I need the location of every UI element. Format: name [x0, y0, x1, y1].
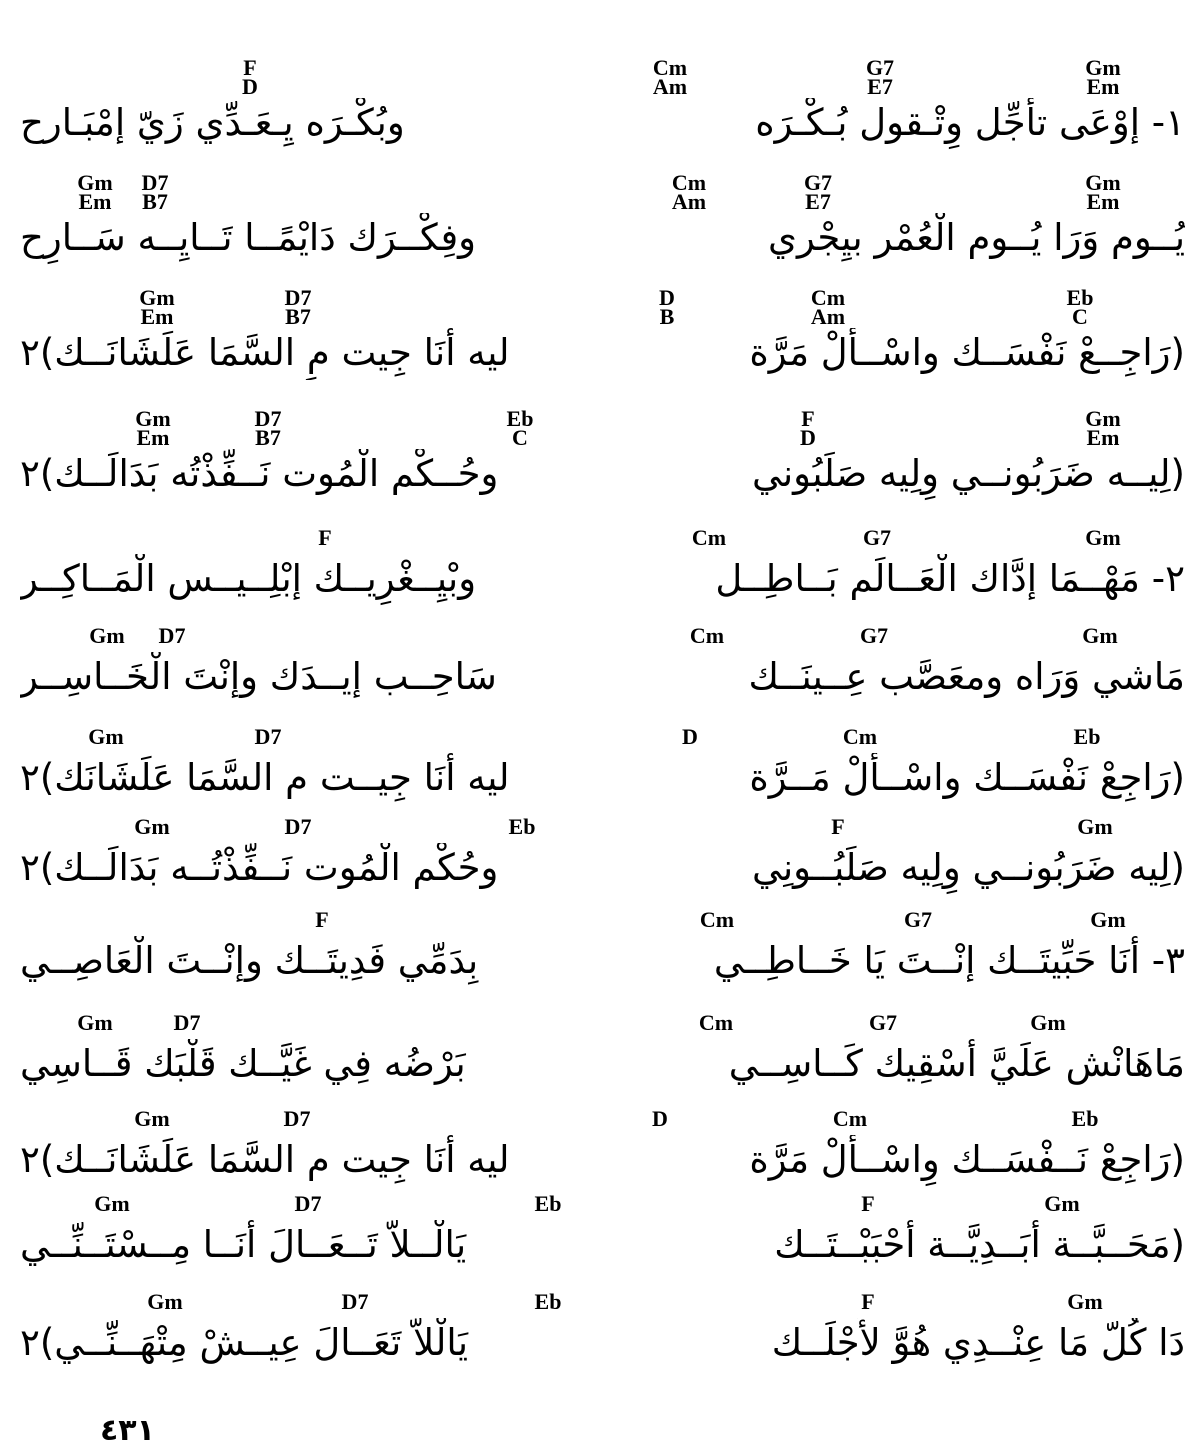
chord-symbol — [508, 814, 536, 839]
chord-name: Cm — [652, 55, 688, 80]
chord-symbol — [1044, 1191, 1080, 1216]
chord-name: F — [801, 406, 815, 431]
chord-name: Cm — [691, 525, 727, 550]
chord-transposed: C — [1072, 304, 1088, 329]
chord-name: D — [652, 1106, 668, 1131]
chord-symbol — [284, 285, 312, 329]
chord-transposed: Em — [78, 189, 112, 214]
chord-symbol — [1073, 724, 1101, 749]
lyric-left: يَالْــلاَّ تَــعَــالَ أَنَــا مِــسْتَــنِّــي — [20, 1223, 467, 1266]
chord-symbol — [139, 285, 175, 329]
chord-symbol — [659, 285, 675, 329]
chord-transposed: D — [242, 74, 258, 99]
chord-name: Gm — [77, 170, 113, 195]
chord-symbol — [832, 1106, 868, 1131]
chord-symbol — [831, 814, 845, 839]
chord-symbol — [534, 1289, 562, 1314]
chord-symbol — [861, 1289, 875, 1314]
chord-name: Gm — [1082, 623, 1118, 648]
chord-transposed: E7 — [867, 74, 893, 99]
chord-transposed: E7 — [805, 189, 831, 214]
chord-symbol — [315, 907, 329, 932]
lyric-left: وفِكْــرَك دَايْمًــا تَــايِــه سَــارِح — [20, 216, 477, 259]
chord-symbol — [699, 907, 735, 932]
chord-symbol — [134, 1106, 170, 1131]
chord-transposed: B7 — [285, 304, 311, 329]
chord-symbol — [810, 285, 846, 329]
lyric-right: مَاهَانْش عَلَيَّ أسْقِيك كَــاسِــي — [728, 1042, 1185, 1085]
chord-name: Gm — [1085, 525, 1121, 550]
chord-name: Cm — [698, 1010, 734, 1035]
chord-symbol — [1085, 170, 1121, 214]
chord-transposed: B — [659, 304, 675, 329]
chord-symbol — [1030, 1010, 1066, 1035]
chord-name: Eb — [534, 1191, 562, 1216]
lyric-right: يُــوم وَرَا يُــوم الْعُمْر بيِجْري — [768, 216, 1185, 259]
chord-name: D7 — [173, 1010, 201, 1035]
chord-name: D7 — [284, 285, 312, 310]
chord-symbol — [147, 1289, 183, 1314]
chord-transposed: Am — [810, 304, 846, 329]
lyric-left: وبُكْـرَه يِـعَـدِّي زَيّ إمْبَـارح — [20, 101, 405, 144]
chord-transposed: B7 — [255, 425, 281, 450]
chord-symbol — [859, 623, 889, 648]
chord-symbol — [682, 724, 698, 749]
chord-symbol — [800, 406, 816, 450]
chord-name: Gm — [1067, 1289, 1103, 1314]
chord-name: Gm — [1030, 1010, 1066, 1035]
chord-symbol — [803, 170, 833, 214]
lyric-right: مَاشي وَرَاه ومعَصَّب عِــينَــك — [748, 655, 1185, 698]
chord-transposed: Am — [652, 74, 688, 99]
chord-symbol — [865, 55, 895, 99]
lyric-left: وحُكْم الْمُوت نَــفِّذْتُــه بَدَالَــك)٢ — [20, 846, 499, 889]
chord-name: Gm — [77, 1010, 113, 1035]
chord-name: F — [318, 525, 332, 550]
chord-name: Eb — [1066, 285, 1094, 310]
chord-name: Gm — [89, 623, 125, 648]
chord-name: Gm — [134, 814, 170, 839]
lyric-right: (رَاجِعْ نَفْسَــك واسْــأَلْ مَــرَّة — [749, 756, 1185, 799]
lyric-right: (مَحَــبَّــة أَبَــدِيَّــة أَحْبَبْــتَــك — [774, 1223, 1185, 1266]
lyric-right: دَا كُلّ مَا عِنْــدِي هُوَّ لأَجْلَــك — [771, 1321, 1185, 1364]
chord-symbol — [534, 1191, 562, 1216]
chord-name: Cm — [832, 1106, 868, 1131]
chord-symbol — [94, 1191, 130, 1216]
chord-symbol — [1071, 1106, 1099, 1131]
chord-name: D7 — [158, 623, 186, 648]
chord-name: F — [315, 907, 329, 932]
chord-name: Cm — [810, 285, 846, 310]
chord-name: D — [682, 724, 698, 749]
chord-symbol — [134, 814, 170, 839]
lyric-left: بَرْضُه فِي غَيَّــك قَلْبَك قَــاسِي — [20, 1042, 466, 1085]
chord-name: Gm — [1085, 170, 1121, 195]
chord-transposed: B7 — [142, 189, 168, 214]
chord-symbol — [652, 55, 688, 99]
chord-symbol — [868, 1010, 898, 1035]
chord-symbol — [862, 525, 892, 550]
chord-symbol — [341, 1289, 369, 1314]
chord-symbol — [671, 170, 707, 214]
chord-symbol — [861, 1191, 875, 1216]
chord-name: D7 — [141, 170, 169, 195]
chord-symbol — [173, 1010, 201, 1035]
chord-name: G7 — [803, 170, 833, 195]
chord-symbol — [88, 724, 124, 749]
chord-symbol — [506, 406, 534, 450]
chord-name: Gm — [1044, 1191, 1080, 1216]
chord-symbol — [1067, 1289, 1103, 1314]
chord-symbol — [1085, 525, 1121, 550]
chord-name: Gm — [1085, 406, 1121, 431]
chord-symbol — [77, 170, 113, 214]
chord-name: D7 — [341, 1289, 369, 1314]
chord-name: Gm — [1085, 55, 1121, 80]
chord-name: F — [243, 55, 257, 80]
chord-symbol — [254, 406, 282, 450]
chord-symbol — [135, 406, 171, 450]
chord-name: Gm — [147, 1289, 183, 1314]
lyric-left: وبْيِــغْرِيــك إبْلِــيــس الْمَــاكِــر — [20, 557, 477, 600]
chord-symbol — [698, 1010, 734, 1035]
chord-name: Gm — [1077, 814, 1113, 839]
lyric-right: (رَاجِــعْ نَفْسَــك واسْــأَلْ مَرَّة — [749, 331, 1185, 374]
chord-name: Cm — [671, 170, 707, 195]
chord-name: Cm — [842, 724, 878, 749]
chord-name: Eb — [506, 406, 534, 431]
chord-transposed: C — [512, 425, 528, 450]
lyric-right: (رَاجِعْ نَــفْسَــك وِاسْــأَلْ مَرَّة — [749, 1138, 1185, 1181]
chord-symbol — [1090, 907, 1126, 932]
chord-name: G7 — [862, 525, 892, 550]
chord-name: Gm — [139, 285, 175, 310]
chord-symbol — [689, 623, 725, 648]
chord-symbol — [652, 1106, 668, 1131]
lyric-right: ١- إوْعَى تأجِّل وِتْـقول بُـكْـرَه — [755, 101, 1185, 144]
lyric-right: (لِيــه ضَرَبُونــي وِلِيه صَلَبُوني — [752, 452, 1185, 495]
chord-transposed: Em — [136, 425, 170, 450]
chord-name: Eb — [508, 814, 536, 839]
chord-symbol — [1066, 285, 1094, 329]
chord-symbol — [903, 907, 933, 932]
chord-symbol — [242, 55, 258, 99]
chord-name: Eb — [1071, 1106, 1099, 1131]
chord-name: Cm — [689, 623, 725, 648]
chord-name: D7 — [283, 1106, 311, 1131]
chord-symbol — [1082, 623, 1118, 648]
chord-symbol — [77, 1010, 113, 1035]
chord-name: D7 — [254, 406, 282, 431]
chord-name: F — [831, 814, 845, 839]
lyric-left: ليه أنَا جِيت مِ السَّمَا عَلَشَانَــك)٢ — [20, 331, 510, 374]
page-number: ٤٣١ — [100, 1413, 155, 1448]
lyric-left: وحُــكْم الْمُوت نَــفِّذْتُه بَدَالَــك)٢ — [20, 452, 499, 495]
chord-transposed: Em — [140, 304, 174, 329]
chord-symbol — [141, 170, 169, 214]
chord-name: Gm — [134, 1106, 170, 1131]
chord-transposed: Em — [1086, 189, 1120, 214]
lyric-right: ٢- مَهْــمَا إدَّاك الْعَــالَم بَــاطِــل — [715, 557, 1185, 600]
chord-symbol — [284, 814, 312, 839]
chord-transposed: Am — [671, 189, 707, 214]
chord-symbol — [254, 724, 282, 749]
lyric-left: بِدَمِّي فَدِيتَــك وإنْــتَ الْعَاصِــي — [20, 939, 479, 982]
chord-symbol — [283, 1106, 311, 1131]
chord-name: D — [659, 285, 675, 310]
chord-name: D7 — [254, 724, 282, 749]
chord-symbol — [691, 525, 727, 550]
chord-transposed: D — [800, 425, 816, 450]
lyric-left: ليه أَنَا جِيــت م السَّمَا عَلَشَانَك)٢ — [20, 756, 510, 799]
chord-name: Gm — [88, 724, 124, 749]
chord-name: D7 — [294, 1191, 322, 1216]
chord-symbol — [1085, 406, 1121, 450]
chord-name: D7 — [284, 814, 312, 839]
lyric-left: يَالْلاَّ تَعَــالَ عِيــشْ مِتْهَــنِّــي)٢ — [20, 1321, 468, 1364]
chord-name: Cm — [699, 907, 735, 932]
chord-symbol — [1085, 55, 1121, 99]
chord-name: G7 — [865, 55, 895, 80]
chord-symbol — [158, 623, 186, 648]
chord-symbol — [89, 623, 125, 648]
chord-transposed: Em — [1086, 425, 1120, 450]
lyric-left: ليه أَنَا جِيت م السَّمَا عَلَشَانَــك)٢ — [20, 1138, 510, 1181]
chord-name: Gm — [94, 1191, 130, 1216]
chord-name: Eb — [534, 1289, 562, 1314]
chord-transposed: Em — [1086, 74, 1120, 99]
chord-name: F — [861, 1289, 875, 1314]
lyric-right: ٣- أنَا حَبِّيتَــك إنْــتَ يَا خَــاطِــي — [713, 939, 1185, 982]
lyric-left: سَاحِــب إيــدَك وإنْتَ الْخَــاسِــر — [20, 655, 497, 698]
chord-name: Eb — [1073, 724, 1101, 749]
chord-name: F — [861, 1191, 875, 1216]
chord-name: Gm — [1090, 907, 1126, 932]
chord-name: G7 — [868, 1010, 898, 1035]
chord-symbol — [842, 724, 878, 749]
chord-symbol — [318, 525, 332, 550]
chord-name: G7 — [859, 623, 889, 648]
lyric-right: (لِيه ضَرَبُونــي وِلِيه صَلَبُــونِي — [752, 846, 1185, 889]
chord-name: G7 — [903, 907, 933, 932]
chord-name: Gm — [135, 406, 171, 431]
chord-symbol — [294, 1191, 322, 1216]
chord-symbol — [1077, 814, 1113, 839]
